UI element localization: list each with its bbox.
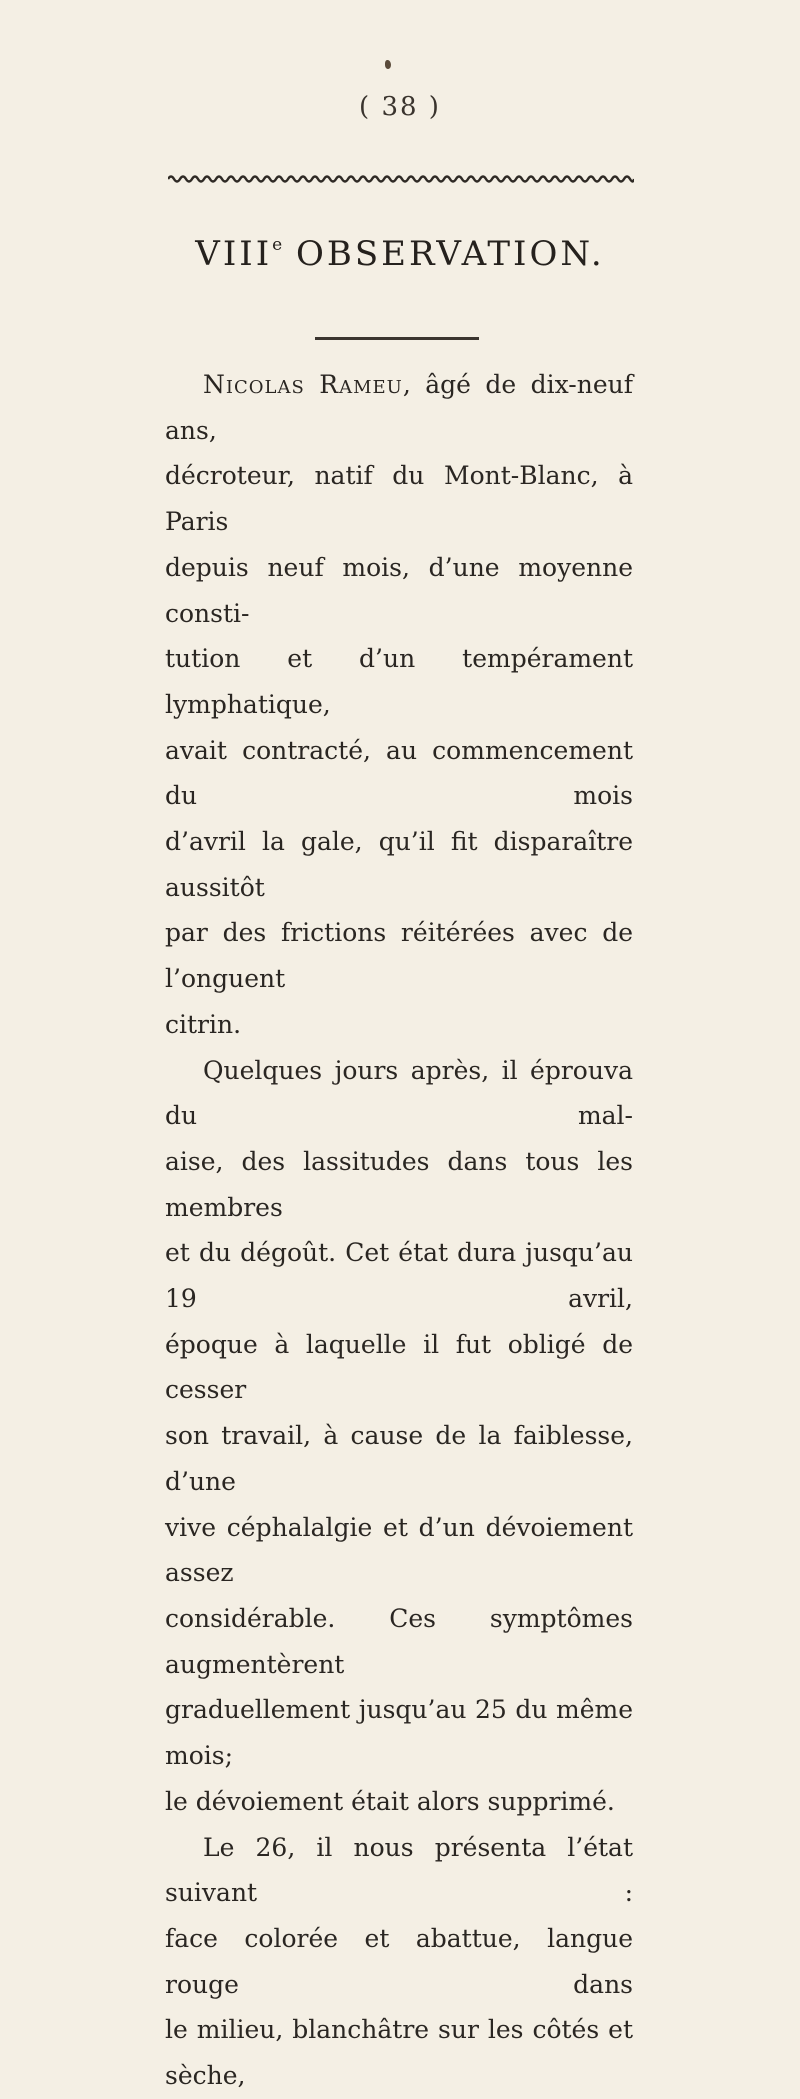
text-line: par des frictions réitérées avec de l’onguent: [165, 918, 633, 994]
text-line: face colorée et abattue, langue rouge dans: [165, 1923, 633, 1999]
text-line: considérable. Ces symptômes augmentèrent: [165, 1603, 633, 1679]
text-line: Nicolas Rameu, âgé de dix-neuf ans,: [165, 370, 633, 445]
text-line: le dévoiement était alors supprimé.: [165, 1786, 615, 1816]
body-text: [165, 362, 633, 2099]
text-line: citrin.: [165, 1009, 242, 1039]
text-line: depuis neuf mois, d’une moyenne consti-: [165, 552, 633, 628]
heading-ordinal: VIII: [195, 234, 273, 274]
text-line: aise, des lassitudes dans tous les membres: [165, 1146, 633, 1222]
text-line: le milieu, blanchâtre sur les côtés et sèche,: [165, 2015, 633, 2091]
ink-speck: [385, 60, 391, 69]
heading-ordinal-suffix: e: [272, 235, 283, 255]
heading-rule: [315, 337, 479, 340]
text-line: son travail, à cause de la faiblesse, d’une: [165, 1421, 633, 1496]
paragraph-1: [165, 362, 633, 1002]
observation-heading: [0, 234, 800, 274]
text-line: décroteur, natif du Mont-Blanc, à Paris: [165, 461, 633, 537]
text-line: époque à laquelle il fut obligé de cesser: [165, 1329, 633, 1405]
text-line: Quelques jours après, il éprouva du mal-: [165, 1055, 633, 1131]
paragraph-2: [165, 1048, 633, 1779]
text-line: vive céphalalgie et d’un dévoiement assez: [165, 1512, 633, 1588]
patient-last-name: Rameu: [319, 370, 403, 399]
text-line: et du dégoût. Cet état dura jusqu’au 19 avril,: [165, 1238, 633, 1314]
paragraph-1-end: [165, 1002, 633, 1048]
patient-first-name: Nicolas: [203, 370, 305, 399]
text-line: avait contracté, au commencement du mois: [165, 735, 633, 811]
text-line: tution et d’un tempérament lymphatique,: [165, 644, 633, 719]
ornamental-border: [168, 172, 634, 186]
heading-title: OBSERVATION.: [296, 234, 605, 274]
paragraph-2-end: [165, 1779, 633, 1825]
paragraph-3: [165, 1825, 633, 2099]
text-line: Le 26, il nous présenta l’état suivant :: [165, 1832, 633, 1908]
text-line: graduellement jusqu’au 25 du même mois;: [165, 1695, 633, 1771]
text-line: d’avril la gale, qu’il fit disparaître aussitôt: [165, 827, 633, 902]
page-number: ( 38 ): [359, 92, 441, 122]
